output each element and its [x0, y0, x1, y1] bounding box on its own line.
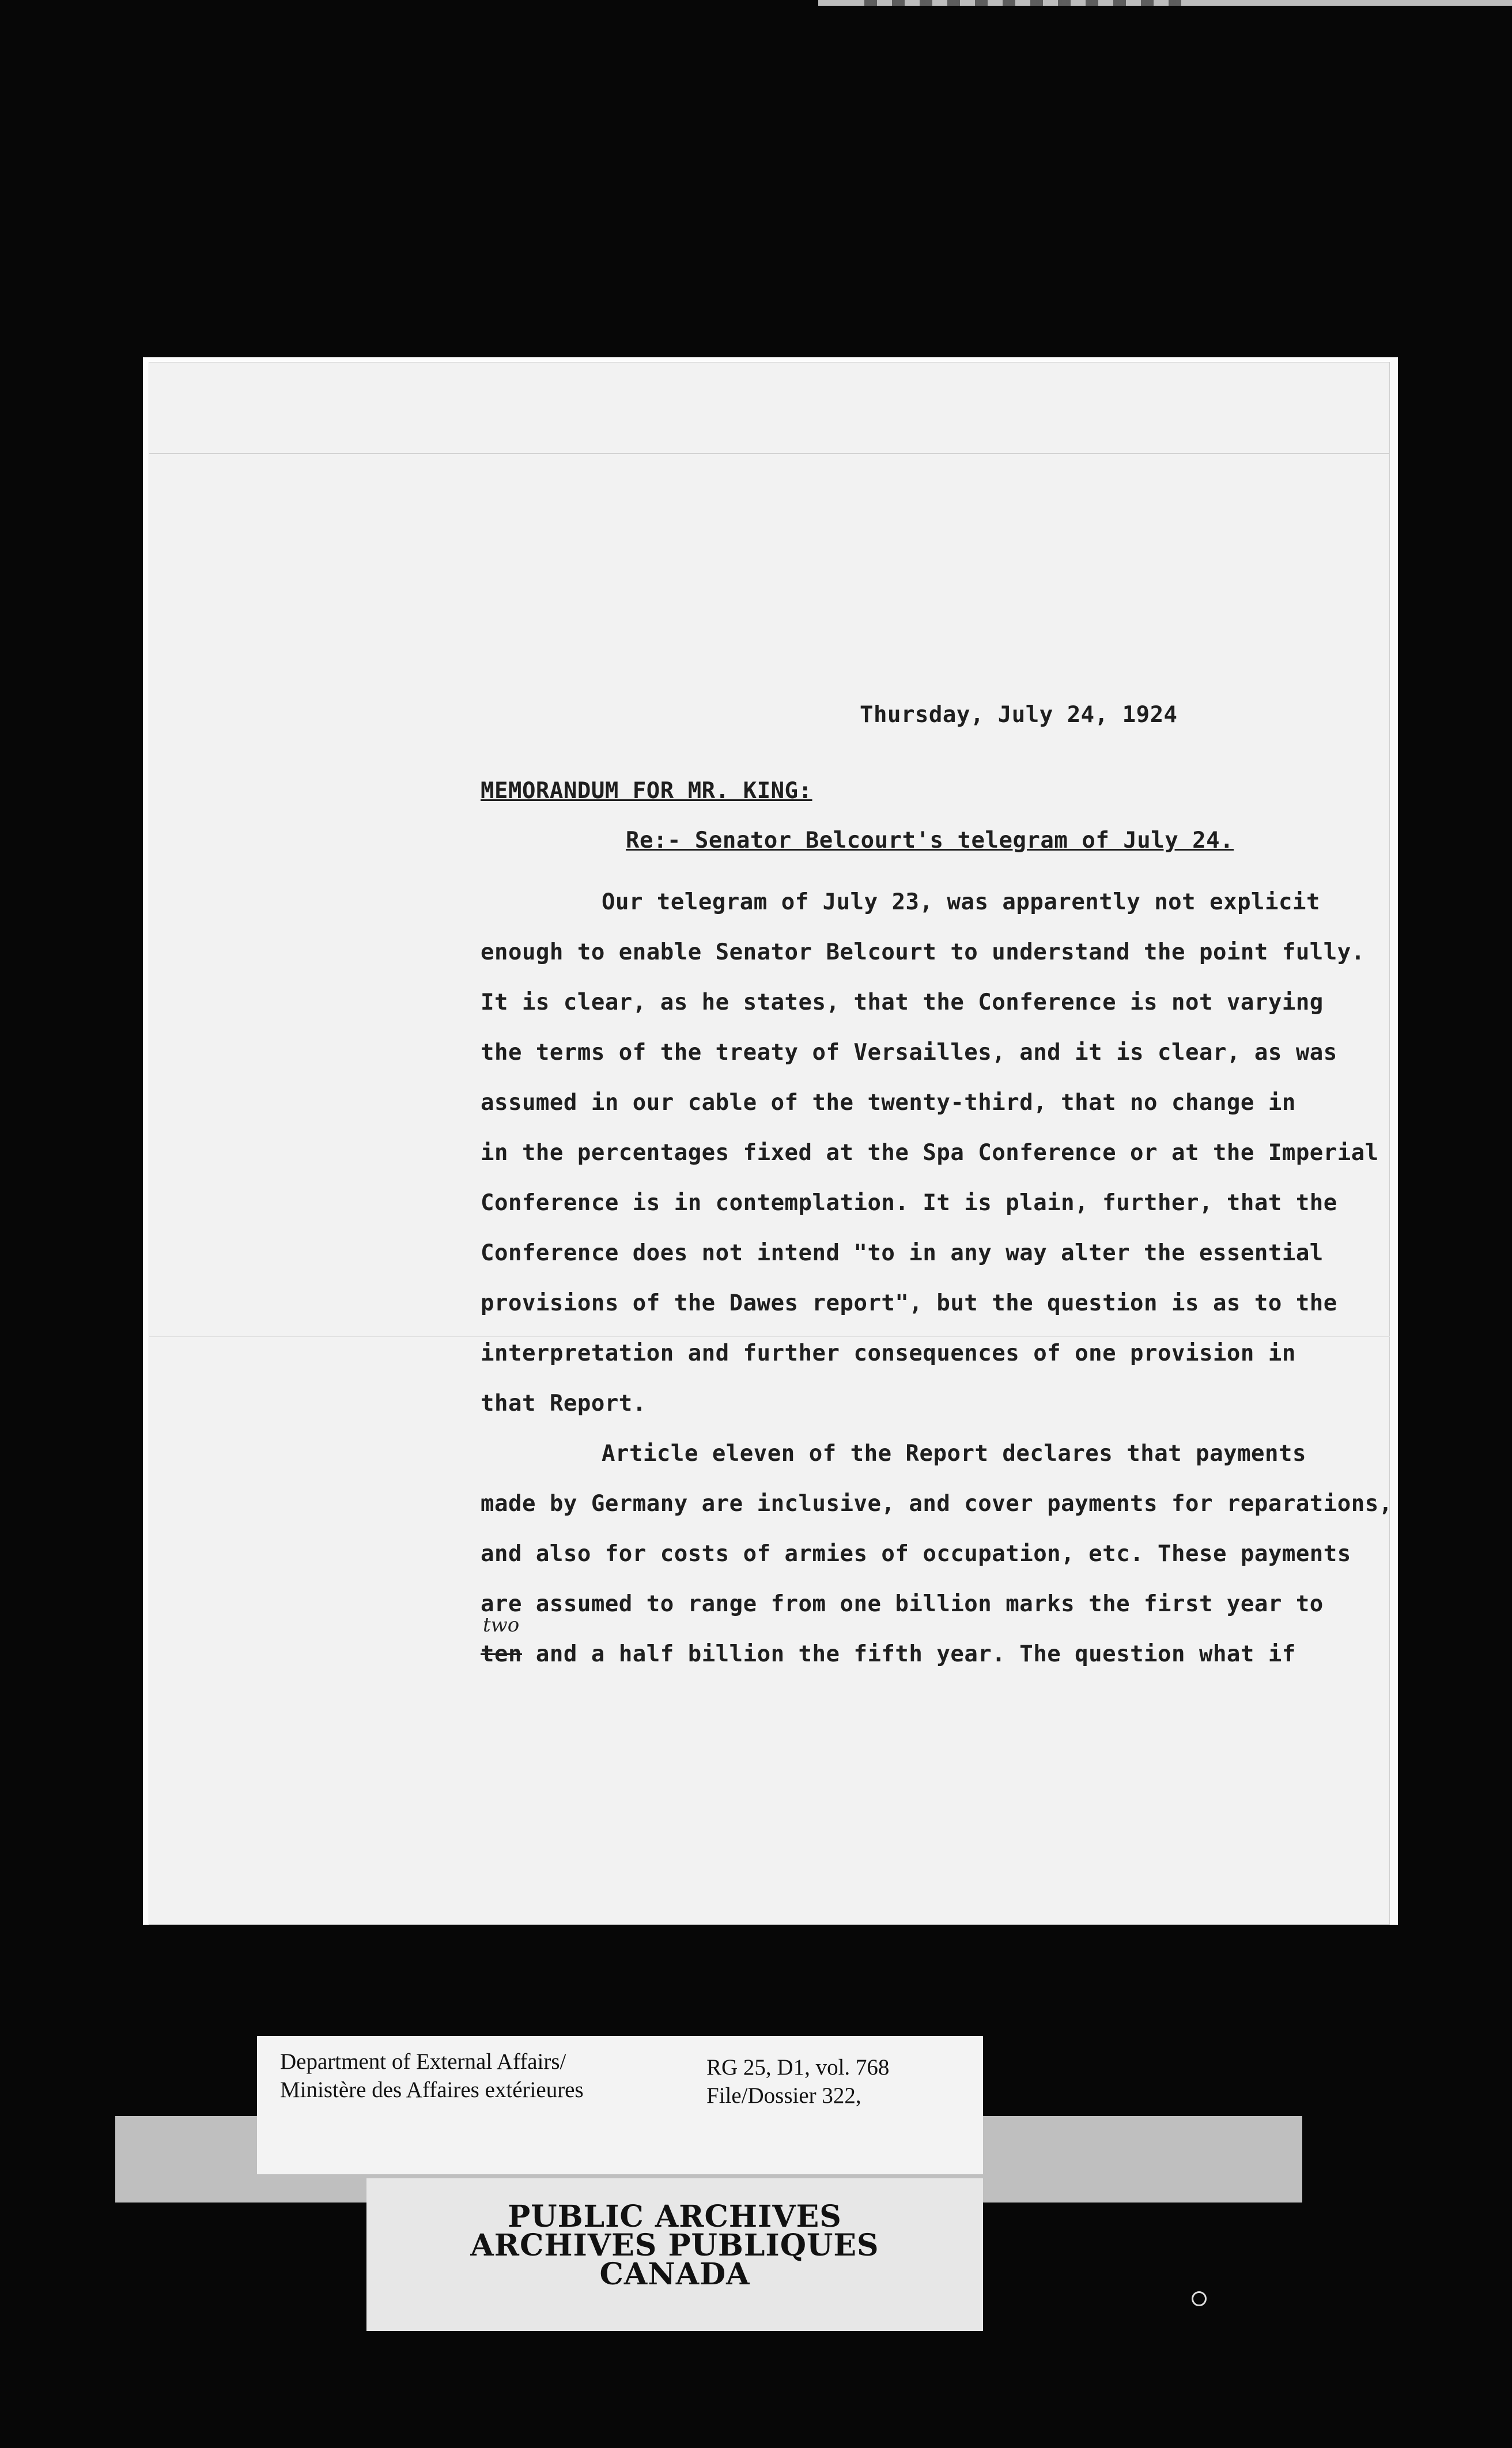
- stamp-line-english: PUBLIC ARCHIVES: [508, 2199, 842, 2234]
- file-number: File/Dossier 322,: [706, 2083, 861, 2108]
- archives-stamp: [366, 2178, 983, 2331]
- body-line: that Report.: [481, 1391, 647, 1416]
- reference-label: [706, 2053, 889, 2110]
- archive-label: [257, 2036, 983, 2174]
- stamp-text: [430, 2199, 920, 2292]
- department-english: Department of External Affairs/: [280, 2049, 566, 2074]
- film-punch-mark: [1192, 2291, 1207, 2306]
- body-line: enough to enable Senator Belcourt to understand the point fully.: [481, 939, 1365, 965]
- body-line: Conference does not intend "to in any way alter the essential: [481, 1240, 1324, 1266]
- body-line: assumed in our cable of the twenty-third, that no change in: [481, 1090, 1296, 1116]
- handwritten-correction: two: [483, 1614, 520, 1637]
- body-line: are assumed to range from one billion marks the first year to: [481, 1591, 1324, 1617]
- body-line: and also for costs of armies of occupation, etc. These payments: [481, 1541, 1351, 1567]
- paragraph-1: [481, 877, 1379, 1429]
- stamp-line-french: ARCHIVES PUBLIQUES: [470, 2228, 879, 2263]
- struck-word: ten: [481, 1641, 522, 1667]
- department-label: [280, 2047, 584, 2104]
- body-line: in the percentages fixed at the Spa Conference or at the Imperial: [481, 1140, 1379, 1166]
- memorandum-subject: Re:- Senator Belcourt's telegram of July 24.: [626, 828, 1234, 853]
- document-date: Thursday, July 24, 1924: [860, 702, 1178, 728]
- body-line-last: [481, 1629, 1296, 1679]
- film-edge-marks: [864, 0, 1187, 6]
- body-line: It is clear, as he states, that the Conference is not varying: [481, 989, 1324, 1015]
- body-line: Our telegram of July 23, was apparently not explicit: [602, 889, 1320, 915]
- paragraph-2: [481, 1429, 1393, 1679]
- body-line: interpretation and further consequences of one provision in: [481, 1340, 1296, 1366]
- body-line: made by Germany are inclusive, and cover payments for reparations,: [481, 1491, 1393, 1517]
- body-line: Article eleven of the Report declares that payments: [602, 1441, 1306, 1467]
- body-line: the terms of the treaty of Versailles, and it is clear, as was: [481, 1040, 1337, 1066]
- department-french: Ministère des Affaires extérieures: [280, 2077, 584, 2102]
- memorandum-body: [481, 877, 1393, 1679]
- stamp-line-country: CANADA: [599, 2257, 750, 2292]
- last-line-text: and a half billion the fifth year. The question what if: [521, 1641, 1296, 1667]
- body-line: Conference is in contemplation. It is plain, further, that the: [481, 1190, 1337, 1216]
- record-group: RG 25, D1, vol. 768: [706, 2055, 890, 2080]
- body-line: provisions of the Dawes report", but the question is as to the: [481, 1290, 1337, 1316]
- memorandum-heading: MEMORANDUM FOR MR. KING:: [481, 778, 812, 804]
